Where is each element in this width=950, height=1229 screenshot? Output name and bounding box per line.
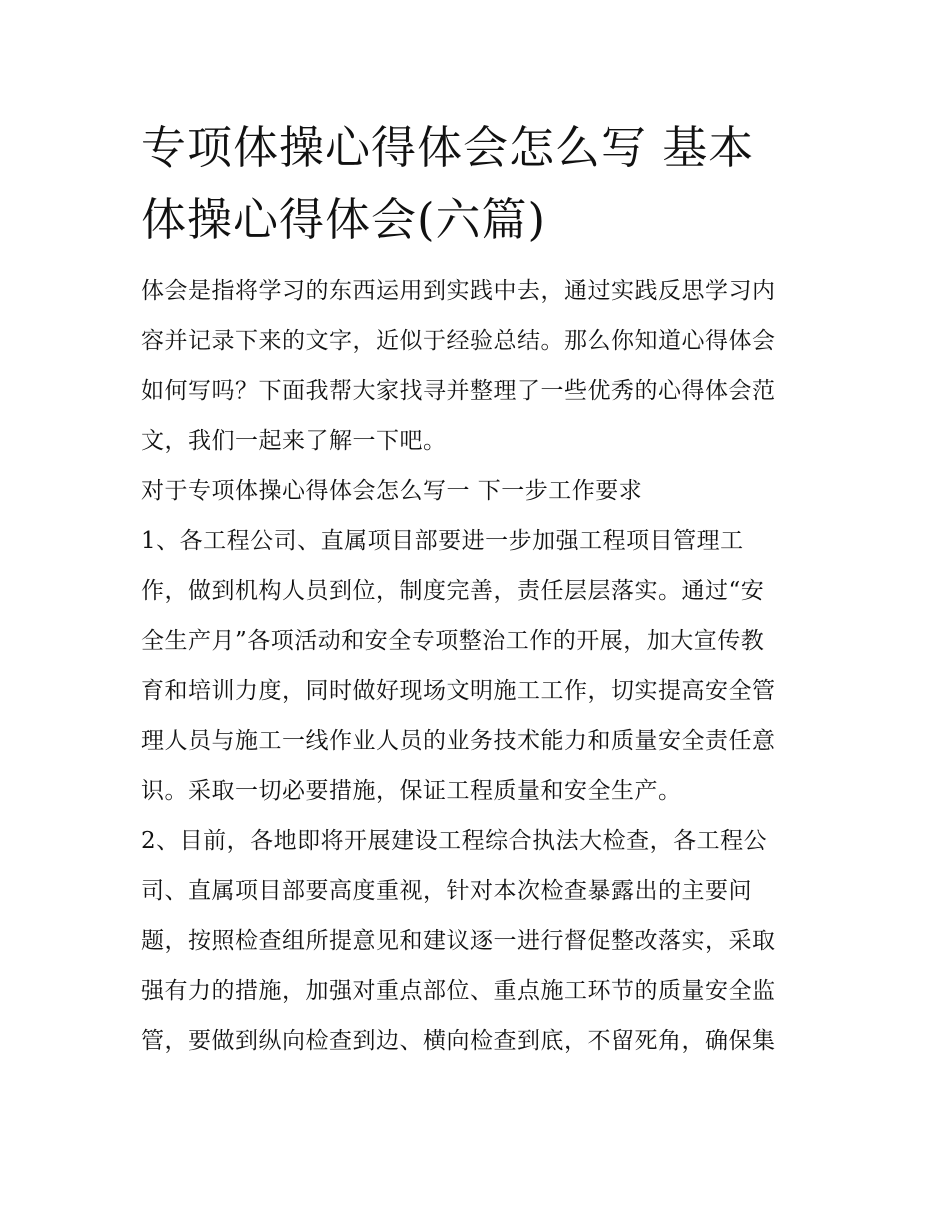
- document-title: [141, 112, 813, 256]
- title-line-2: 体操心得体会(六篇): [141, 193, 547, 246]
- section-heading: [141, 466, 813, 516]
- intro-line: 容并记录下来的文字，近似于经验总结。那么你知道心得体会: [141, 328, 776, 354]
- item1-line: 理人员与施工一线作业人员的业务技术能力和质量安全责任意: [141, 728, 776, 754]
- item2-line: 强有力的措施，加强对重点部位、重点施工环节的质量安全监: [141, 978, 776, 1004]
- item2-line: 题，按照检查组所提意见和建议逐一进行督促整改落实，采取: [141, 928, 776, 954]
- item1-line: 1、各工程公司、直属项目部要进一步加强工程项目管理工: [141, 528, 744, 554]
- title-line-1: 专项体操心得体会怎么写 基本: [141, 121, 755, 174]
- item1-line: 全生产月”各项活动和安全专项整治工作的开展，加大宣传教: [141, 628, 765, 654]
- item1-line: 作，做到机构人员到位，制度完善，责任层层落实。通过“安: [141, 578, 765, 604]
- intro-line: 文，我们一起来了解一下吧。: [141, 428, 447, 454]
- item1-line: 育和培训力度，同时做好现场文明施工工作，切实提高安全管: [141, 678, 776, 704]
- document-page: [141, 112, 813, 1066]
- intro-line: 如何写吗？下面我帮大家找寻并整理了一些优秀的心得体会范: [141, 378, 776, 404]
- intro-paragraph: [141, 266, 813, 466]
- item1-line: 识。采取一切必要措施，保证工程质量和安全生产。: [141, 778, 682, 804]
- intro-line: 体会是指将学习的东西运用到实践中去，通过实践反思学习内: [141, 278, 776, 304]
- item2-line: 管，要做到纵向检查到边、横向检查到底，不留死角，确保集: [141, 1028, 776, 1054]
- document-body: [141, 266, 813, 1066]
- list-item-2: [141, 816, 813, 1066]
- item2-line: 2、目前，各地即将开展建设工程综合执法大检查，各工程公: [141, 828, 768, 854]
- section-heading-text: 对于专项体操心得体会怎么写一 下一步工作要求: [141, 478, 643, 504]
- list-item-1: [141, 516, 813, 816]
- item2-line: 司、直属项目部要高度重视，针对本次检查暴露出的主要问: [141, 878, 752, 904]
